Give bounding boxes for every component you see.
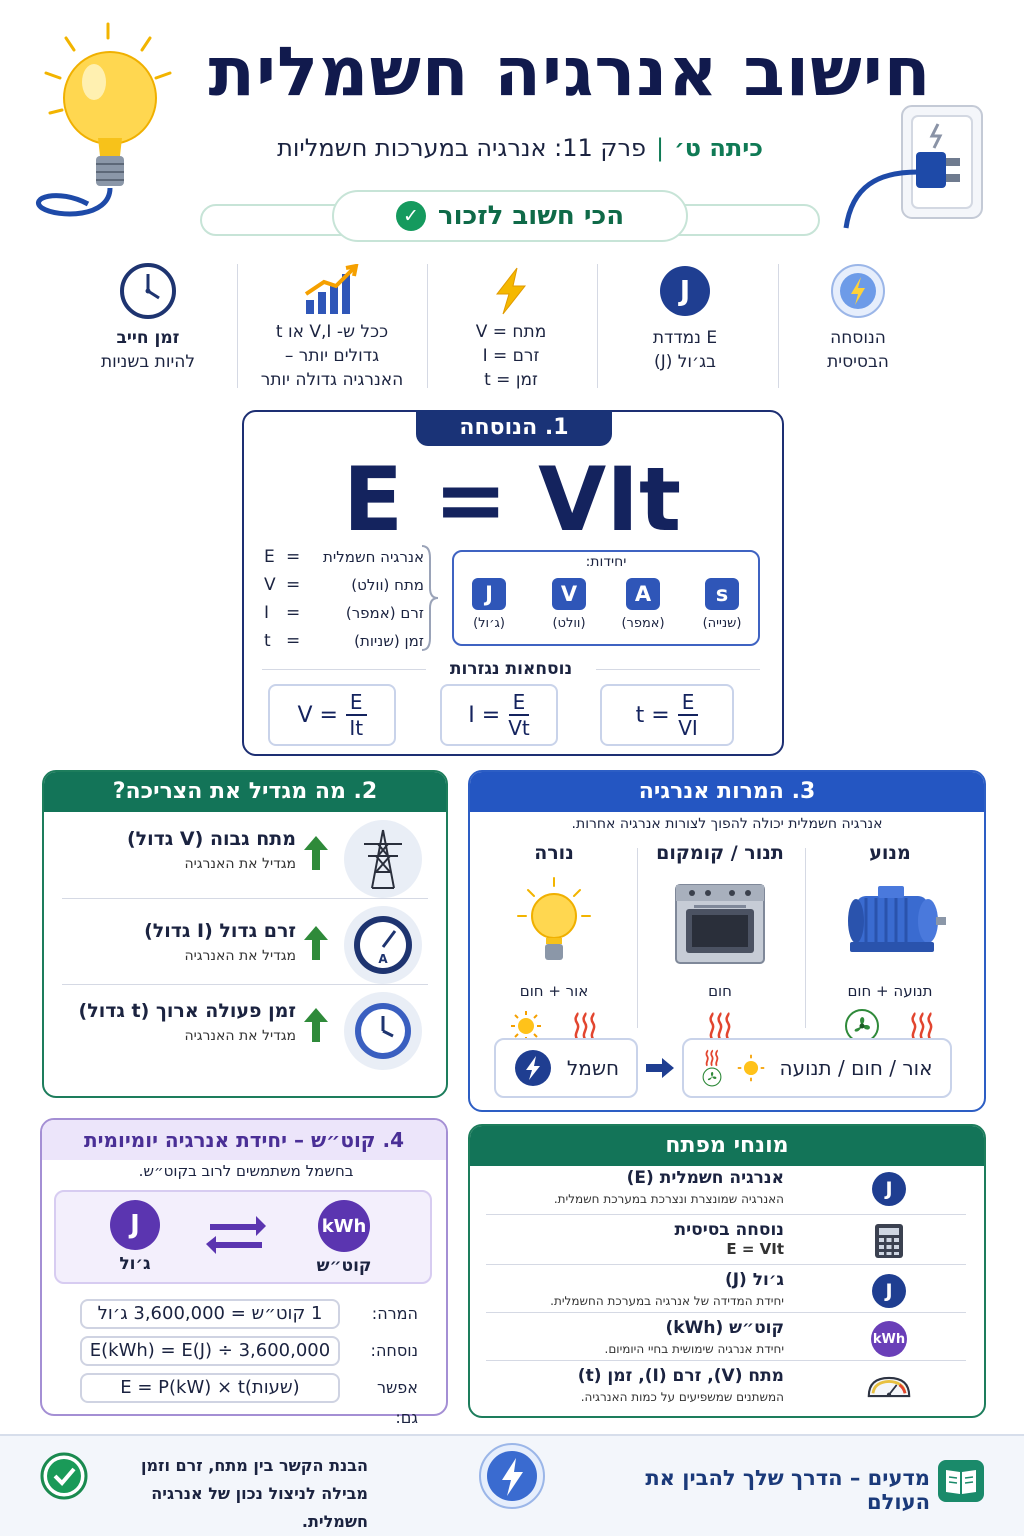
term-description: E = VIt xyxy=(726,1240,784,1258)
formula-lhs: I = xyxy=(468,702,501,728)
unit-symbol: s xyxy=(705,578,739,610)
main-formula: E = VIt xyxy=(342,448,682,551)
ammeter-icon xyxy=(344,906,422,984)
arrow-up-icon xyxy=(304,1008,328,1042)
term-title: קוט״ש (kWh) xyxy=(665,1318,784,1338)
lightning-icon xyxy=(446,262,576,320)
term-description: יחידת המדידה של אנרגיה במערכת החשמלית. xyxy=(550,1294,784,1308)
fact-line: ככל ש- V,I או t xyxy=(275,322,389,342)
derived-formula-current xyxy=(440,684,558,746)
equals-sign: = xyxy=(286,575,301,595)
row-title: זמן פעולה ארוך (t גדול) xyxy=(78,1000,296,1022)
increase-row-time xyxy=(62,988,426,1074)
variable-name: זמן (שניות) xyxy=(354,632,424,650)
conversion-label: אפשר גם: xyxy=(376,1378,418,1427)
fraction-denominator: Vt xyxy=(508,716,530,740)
footer-tagline: מדעים – הדרך שלך להבין את העולם xyxy=(645,1466,930,1514)
column-title: מנוע xyxy=(869,842,911,864)
units-title: יחידות: xyxy=(585,554,627,570)
fact-line: גדולים יותר – xyxy=(284,346,380,366)
unit-name: (אמפר) xyxy=(621,616,665,631)
divider xyxy=(486,1264,966,1265)
fraction-numerator: E xyxy=(678,690,699,716)
check-badge-icon xyxy=(40,1452,88,1500)
variable-name: מתח (וולט) xyxy=(351,576,424,594)
fact-line: זמן חייב xyxy=(116,328,180,348)
fraction-numerator: E xyxy=(509,690,530,716)
joule-badge-icon: J xyxy=(866,1270,912,1312)
wall-socket-illustration xyxy=(838,96,988,246)
heat-waves-icon xyxy=(703,1049,721,1067)
joule-badge-icon: J xyxy=(110,1200,160,1250)
term-title: אנרגיה חשמלית (E) xyxy=(626,1168,784,1188)
conversion-motor xyxy=(810,842,970,1046)
footer-note-line: מבילה לניצול נכון של אנרגיה חשמלית. xyxy=(151,1484,368,1531)
conversion-value: 1 קוט״ש = 3,600,000 ג׳ול xyxy=(80,1299,340,1329)
variable-symbol: E xyxy=(264,547,275,567)
conversion-bulb xyxy=(474,842,634,1046)
unit-ampere xyxy=(610,578,676,631)
gauge-meter-icon xyxy=(866,1366,912,1408)
divider xyxy=(486,1360,966,1361)
sun-icon xyxy=(736,1053,766,1083)
fact-line: הנוסחה xyxy=(830,328,886,348)
fact-time-seconds xyxy=(88,262,208,390)
heat-waves-icon xyxy=(706,1011,734,1041)
kwh-card-title: 4. קוט״ש – יחידת אנרגיה יומיומית xyxy=(42,1120,446,1160)
unit-symbol: A xyxy=(626,578,660,610)
term-description: האנרגיה שמונצרת ונצרכת במערכת חשמלית. xyxy=(553,1192,784,1206)
check-icon: ✓ xyxy=(396,201,426,231)
divider xyxy=(805,848,806,1028)
divider xyxy=(486,1214,966,1215)
book-icon xyxy=(936,1458,986,1504)
conversion-value: E(kWh) = E(J) ÷ 3,600,000 xyxy=(80,1336,340,1366)
conversion-target-box xyxy=(682,1038,952,1098)
term-description: יחידת אנרגיה שימושית בחיי היומיום. xyxy=(604,1342,784,1356)
divider xyxy=(237,264,238,388)
fraction-denominator: It xyxy=(349,716,364,740)
heat-and-fan-icons xyxy=(702,1049,722,1087)
fan-icon xyxy=(702,1067,722,1087)
fact-variables xyxy=(446,262,576,390)
term-title: ג׳ול (J) xyxy=(724,1270,784,1290)
key-terms-card-title: מונחי מפתח xyxy=(470,1126,984,1166)
conversion-value: E = P(kW) × t(שעות) xyxy=(80,1373,340,1403)
derived-formulas-title: נוסחאות נגזרות xyxy=(426,656,596,682)
fact-line: האנרגיה גדולה יותר xyxy=(260,370,404,390)
clock-icon xyxy=(344,992,422,1070)
light-bulb-illustration xyxy=(28,18,188,228)
divider xyxy=(62,898,428,899)
key-term-item xyxy=(486,1218,966,1268)
heat-waves-icon xyxy=(908,1011,936,1041)
key-term-item xyxy=(486,1364,966,1414)
fraction-numerator: E xyxy=(346,690,367,716)
increase-row-current xyxy=(62,902,426,988)
conversion-label: המרה: xyxy=(371,1304,418,1323)
variable-symbol: I xyxy=(264,603,270,623)
variable-symbol: V xyxy=(264,575,276,595)
column-title: נורה xyxy=(534,842,574,864)
joule-badge-icon: J xyxy=(620,262,750,320)
row-subtitle: מגדיל את האנרגיה xyxy=(184,948,296,964)
grade-label: כיתה ט׳ xyxy=(674,134,763,162)
unit-symbol: V xyxy=(552,578,586,610)
row-title: זרם גדול (I גדול) xyxy=(144,920,296,942)
derived-formula-time xyxy=(600,684,734,746)
variable-row xyxy=(264,600,424,626)
divider xyxy=(637,848,638,1028)
conversions-card-title: 3. המרות אנרגיה xyxy=(470,772,984,812)
variable-name: אנרגיה חשמלית xyxy=(323,548,424,566)
conversion-source-box xyxy=(494,1038,638,1098)
lightning-badge-icon xyxy=(513,1048,553,1088)
brace-icon xyxy=(420,544,440,652)
unit-name: (ג׳ול) xyxy=(473,616,505,631)
formula-lhs: t = xyxy=(635,702,670,728)
unit-name: (וולט) xyxy=(552,616,586,631)
divider xyxy=(486,1312,966,1313)
lightning-badge-icon xyxy=(798,262,918,320)
unit-second xyxy=(689,578,755,631)
fact-line: זמן = t xyxy=(484,370,538,390)
joule-name: ג׳ול xyxy=(119,1254,151,1274)
variable-row xyxy=(264,628,424,654)
unit-name: (שנייה) xyxy=(702,616,742,631)
kwh-badge-icon: kWh xyxy=(318,1200,370,1252)
arrow-up-icon xyxy=(304,926,328,960)
clock-icon xyxy=(88,262,208,320)
remember-banner xyxy=(332,190,688,242)
divider xyxy=(62,984,428,985)
swap-arrows-icon xyxy=(204,1210,268,1256)
fact-line: בג׳ול (J) xyxy=(654,352,716,372)
divider xyxy=(427,264,428,388)
remember-text: הכי חשוב לזכור xyxy=(437,201,625,231)
unit-symbol: J xyxy=(472,578,506,610)
source-label: חשמל xyxy=(566,1056,620,1080)
variable-row xyxy=(264,544,424,570)
column-output: אור + חום xyxy=(519,982,589,1000)
key-term-item xyxy=(486,1166,966,1216)
divider xyxy=(778,264,779,388)
column-title: תנור / קומקום xyxy=(656,842,784,864)
fact-basic-formula xyxy=(798,262,918,390)
variable-name: זרם (אמפר) xyxy=(345,604,424,622)
equals-sign: = xyxy=(286,631,301,651)
growth-chart-icon xyxy=(244,262,420,320)
power-tower-icon xyxy=(344,820,422,898)
oven-icon xyxy=(640,872,800,972)
column-output: חום xyxy=(708,982,732,1000)
kwh-name: קוט״ש xyxy=(316,1256,372,1276)
increase-row-voltage xyxy=(62,816,426,902)
footer-note xyxy=(98,1452,368,1536)
heat-waves-icon xyxy=(571,1011,599,1041)
fact-line: E נמדדת xyxy=(652,328,718,348)
kwh-badge xyxy=(316,1200,372,1276)
key-term-item xyxy=(486,1316,966,1366)
chapter-label: פרק 11: אנרגיה במערכות חשמליות xyxy=(277,134,646,162)
unit-joule xyxy=(456,578,522,631)
kwh-badge-icon: kWh xyxy=(866,1318,912,1360)
joule-badge xyxy=(110,1200,160,1274)
variable-symbol: t xyxy=(264,631,271,651)
conversions-intro: אנרגיה חשמלית יכולה להפוך לצורות אנרגיה אחרות. xyxy=(571,816,883,832)
fact-growth xyxy=(244,262,420,390)
column-output: תנועה + חום xyxy=(847,982,933,1000)
term-title: מתח (V), זרם (I), זמן (t) xyxy=(577,1366,784,1386)
fraction-denominator: VI xyxy=(678,716,698,740)
svg-text:A: A xyxy=(378,952,388,966)
joule-badge-icon: J xyxy=(866,1168,912,1210)
kwh-intro: בחשמל משתמשים לרוב בקוט״ש. xyxy=(138,1162,354,1180)
arrow-up-icon xyxy=(304,836,328,870)
term-description: המשתנים שמשפיעים על כמות האנרגיה. xyxy=(580,1390,784,1404)
unit-volt xyxy=(536,578,602,631)
formula-lhs: V = xyxy=(297,702,338,728)
fact-line: זרם = I xyxy=(482,346,540,366)
variable-row xyxy=(264,572,424,598)
fact-line: להיות בשניות xyxy=(100,352,196,372)
conversion-label: נוסחה: xyxy=(370,1341,418,1360)
formula-section-title: 1. הנוסחה xyxy=(416,410,612,446)
fact-line: הבסיסית xyxy=(827,352,889,372)
light-bulb-icon xyxy=(474,872,634,972)
target-label: אור / חום / תנועה xyxy=(779,1056,933,1080)
key-term-item xyxy=(486,1268,966,1318)
page-subtitle xyxy=(240,128,800,168)
footer-note-line: הבנת הקשר בין מתח, זרם וזמן xyxy=(140,1456,368,1475)
term-title: נוסחה בסיסית xyxy=(674,1220,784,1240)
fact-energy-unit xyxy=(620,262,750,390)
subtitle-separator: | xyxy=(655,134,665,162)
divider xyxy=(597,264,598,388)
conversion-oven xyxy=(640,842,800,1046)
row-subtitle: מגדיל את האנרגיה xyxy=(184,1028,296,1044)
equals-sign: = xyxy=(286,603,301,623)
equals-sign: = xyxy=(286,547,301,567)
fact-line: מתח = V xyxy=(475,322,547,342)
motor-icon xyxy=(810,872,970,972)
increase-card-title: 2. מה מגדיל את הצריכה? xyxy=(44,772,446,812)
arrow-right-icon xyxy=(646,1056,674,1080)
row-subtitle: מגדיל את האנרגיה xyxy=(184,856,296,872)
calculator-icon xyxy=(866,1220,912,1262)
lightning-badge-icon xyxy=(478,1442,546,1510)
page-title: חישוב אנרגיה חשמלית xyxy=(208,33,932,112)
derived-formula-voltage xyxy=(268,684,396,746)
row-title: מתח גבוה (V גדול) xyxy=(126,828,296,850)
